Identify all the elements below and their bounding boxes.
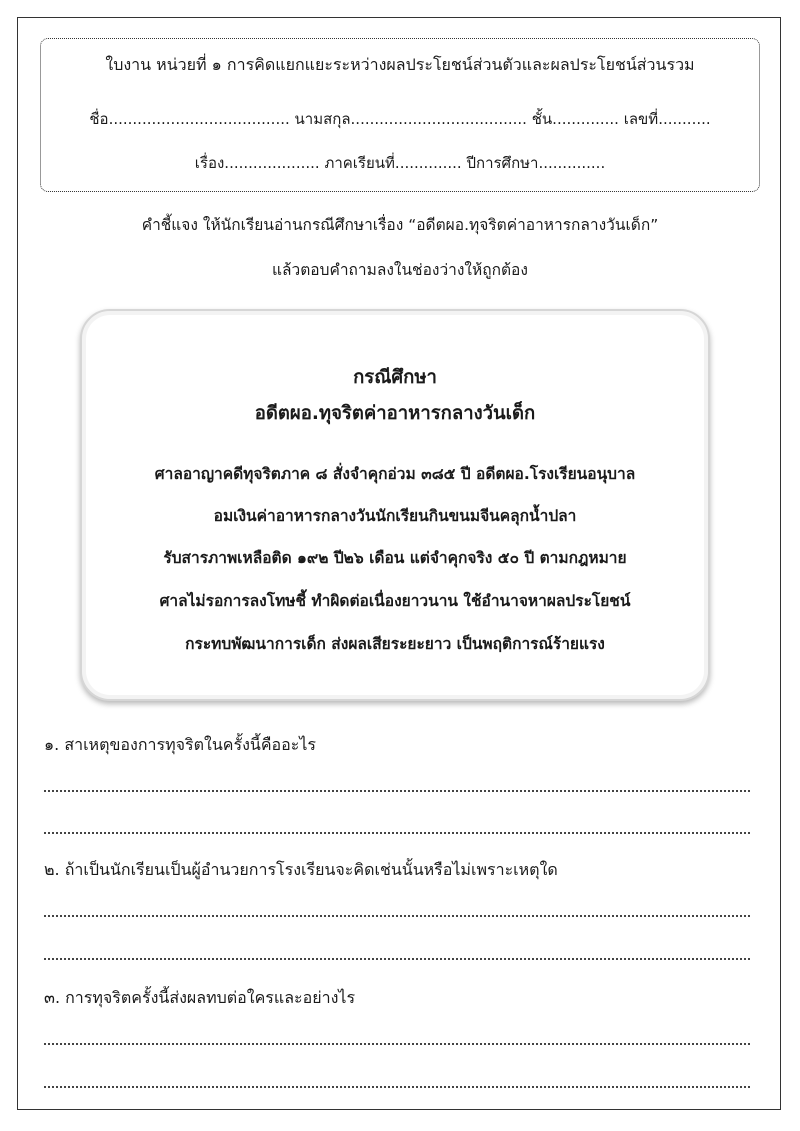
semester-label: ภาคเรียนที่	[324, 154, 395, 172]
question-3: ๓. การทุจริตครั้งนี้ส่งผลทบต่อใครและอย่างไร	[44, 988, 356, 1007]
case-study-subheading: อดีตผอ.ทุจริตค่าอาหารกลางวันเด็ก	[254, 403, 536, 424]
topic-label: เรื่อง	[194, 154, 225, 172]
topic-info-row	[41, 151, 759, 175]
class-label: ชั้น	[531, 110, 553, 128]
case-study-card	[80, 309, 710, 701]
academic-year-label: ปีการศึกษา	[466, 154, 539, 172]
case-study-line: กระทบพัฒนาการเด็ก ส่งผลเสียระยะยาว เป็นพฤติการณ์ร้ายแรง	[185, 635, 605, 653]
answer-line-q3-1[interactable]	[44, 1043, 750, 1045]
question-1: ๑. สาเหตุของการทุจริตในครั้งนี้คืออะไร	[44, 735, 316, 754]
answer-line-q1-1[interactable]	[44, 790, 750, 792]
case-study-line: รับสารภาพเหลือติด ๑๙๒ ปี๒๖ เดือน แต่จำคุกจริง ๕๐ ปี ตามกฎหมาย	[163, 549, 627, 567]
surname-label: นามสกุล	[294, 110, 351, 128]
name-label: ชื่อ	[89, 110, 109, 128]
surname-field[interactable]: .....................................	[350, 110, 527, 128]
topic-field[interactable]: ....................	[224, 154, 320, 172]
number-label: เลขที่	[623, 110, 659, 128]
case-study-line: ศาลไม่รอการลงโทษชี้ ทำผิดต่อเนื่องยาวนาน ใช้อำนาจหาผลประโยชน์	[159, 592, 631, 610]
case-study-line: อมเงินค่าอาหารกลางวันนักเรียนกินขนมจีนคลุกน้ำปลา	[213, 507, 577, 525]
name-field[interactable]: ......................................	[108, 110, 290, 128]
answer-line-q2-2[interactable]	[44, 958, 750, 960]
instruction-line-2: แล้วตอบคำถามลงในช่องว่างให้ถูกต้อง	[272, 261, 528, 279]
question-2: ๒. ถ้าเป็นนักเรียนเป็นผู้อำนวยการโรงเรียนจะคิดเช่นนั้นหรือไม่เพราะเหตุใด	[44, 860, 558, 879]
case-study-heading: กรณีศึกษา	[353, 367, 437, 388]
case-study-line: ศาลอาญาคดีทุจริตภาค ๘ สั่งจำคุกอ่วม ๓๘๕ ปี อดีตผอ.โรงเรียนอนุบาล	[154, 465, 636, 483]
worksheet-title: ใบงาน หน่วยที่ ๑ การคิดแยกแยะระหว่างผลประโยชน์ส่วนตัวและผลประโยชน์ส่วนรวม	[105, 55, 695, 74]
answer-line-q2-1[interactable]	[44, 915, 750, 917]
academic-year-field[interactable]: ..............	[538, 154, 606, 172]
semester-field[interactable]: ..............	[394, 154, 462, 172]
class-field[interactable]: ..............	[552, 110, 619, 128]
number-field[interactable]: ...........	[658, 110, 711, 128]
worksheet-header-box	[40, 38, 760, 192]
instruction-line-1: คำชี้แจง ให้นักเรียนอ่านกรณีศึกษาเรื่อง “อดีตผอ.ทุจริตค่าอาหารกลางวันเด็ก”	[141, 216, 659, 234]
student-info-row	[41, 107, 759, 131]
answer-line-q1-2[interactable]	[44, 832, 750, 834]
answer-line-q3-2[interactable]	[44, 1086, 750, 1088]
